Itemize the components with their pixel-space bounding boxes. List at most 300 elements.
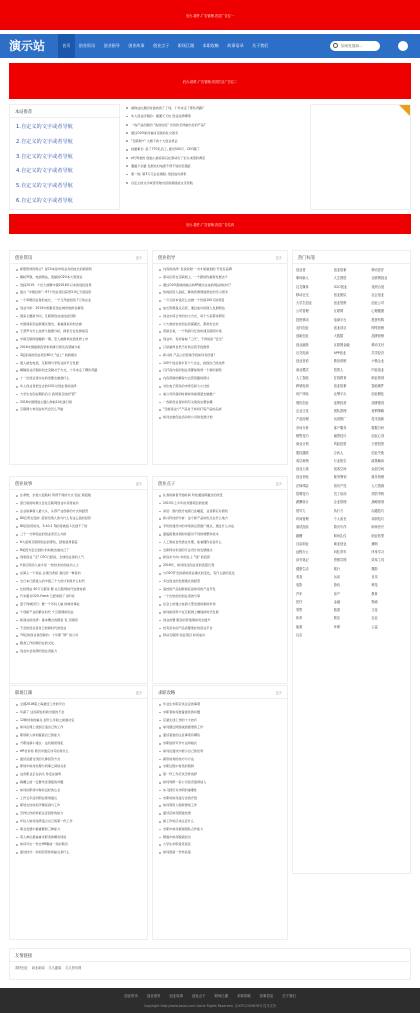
hot-tag[interactable]: 公司管理	[296, 309, 309, 314]
hot-tag[interactable]: 零售	[296, 608, 303, 613]
list-item[interactable]: 互联网大象创业时代会怎么开始	[12, 406, 145, 414]
hot-tag[interactable]: 品牌建设	[371, 400, 385, 405]
hot-tag[interactable]: 餐饮创业	[296, 400, 309, 405]
hot-tag[interactable]: 互联网创业	[371, 276, 388, 281]
hot-tag[interactable]: 企业文化	[296, 409, 309, 414]
list-item[interactable]: 国人被发电商，互联网与零售业的平行发展	[12, 360, 145, 368]
hot-tag[interactable]: 金融	[333, 599, 341, 604]
friend-link[interactable]: 久久趣闻	[48, 966, 62, 970]
hot-tag[interactable]: 摄影	[371, 566, 378, 571]
list-item[interactable]: 对比电子商务的市场空间大小比较	[155, 383, 285, 391]
hot-tag[interactable]: 众创空间	[371, 467, 385, 472]
list-item[interactable]: 年轻人如何选择适合自己的第一份工作	[12, 818, 145, 826]
hot-tag[interactable]: 自由职业	[296, 541, 309, 546]
list-item[interactable]: 一个草根创业者的成长，一千元开始创造千万的企业	[12, 297, 145, 305]
list-item[interactable]: 如何利用人脉资源找工作	[155, 802, 285, 810]
hot-tag[interactable]: 执行力	[333, 508, 344, 513]
nav-item-8[interactable]: 关于我们	[252, 43, 269, 48]
hot-tag[interactable]: 健康生活	[296, 566, 309, 571]
list-item[interactable]: 营销全案，一个利润分红的快速互联网方案	[155, 328, 285, 336]
recommend-item[interactable]: 1.自定义的文字或者导航	[16, 124, 73, 130]
hot-tag[interactable]: O2O创业	[333, 284, 348, 289]
list-item[interactable]: 面试后如何跟进结果	[155, 810, 285, 818]
hot-tag[interactable]: 数据分析	[371, 425, 385, 430]
hot-tag[interactable]: 营销策略	[371, 409, 385, 414]
headline-item[interactable]: 被称这位最的对面向的丁丁同，十年来走了那些弯路?	[126, 104, 306, 112]
hot-tag[interactable]: 创新创业	[296, 334, 309, 339]
list-item[interactable]: 职场新人如何提高自己的能力	[12, 732, 145, 740]
hot-tag[interactable]: 品牌营销	[371, 334, 385, 339]
hot-tag[interactable]: 教育	[371, 591, 378, 596]
list-item[interactable]: 内容的选择: 发家致财 一共才能做到的 开发有品牌	[155, 266, 285, 274]
footer-link[interactable]: 求职攻略	[237, 994, 251, 998]
list-item[interactable]: 粮食工作的新的业的文化	[12, 640, 145, 648]
more-link[interactable]: 更多	[135, 256, 142, 260]
hot-tag[interactable]: 创业故事	[333, 384, 347, 389]
hot-tag[interactable]: 电商平台	[333, 317, 347, 322]
friend-link[interactable]: 商业新闻	[31, 966, 45, 970]
list-item[interactable]: 大学生在创业期的启示 我同到互选的"跃"	[12, 391, 145, 399]
headline-item[interactable]: 找董事长: 投了770名员工, 靠光500万、CEO跑了	[126, 145, 306, 153]
list-item[interactable]: 第一份工作应该怎样选择	[155, 771, 285, 779]
list-item[interactable]: 面试官最讨厌的几种回答方式	[12, 756, 145, 764]
hot-tag[interactable]: 读书笔记	[296, 558, 309, 563]
hot-tag[interactable]: 创业故事	[333, 268, 347, 272]
hot-tag[interactable]: 绩效考核	[371, 492, 385, 497]
hot-tag[interactable]: 运营推广	[333, 417, 347, 422]
hot-tag[interactable]: 领导力	[296, 508, 306, 513]
hot-tag[interactable]: 微信营销	[333, 359, 347, 364]
headline-item[interactable]: 通过O2O如何看待互联的社交商务	[126, 129, 306, 137]
hot-tag[interactable]: 创业融资	[296, 342, 309, 347]
hot-tag[interactable]: 财务管理	[371, 475, 385, 480]
list-item[interactable]: 新商业的选择：基本概念的都是 有 互联网	[12, 617, 145, 625]
list-item[interactable]: 全日本已经进入的中国三个大的计划是什么时代	[12, 578, 145, 586]
hot-tag[interactable]: 移动支付	[371, 342, 385, 347]
footer-link[interactable]: 职场江湖	[214, 994, 229, 998]
list-item[interactable]: 大学生求职常见误区	[155, 841, 285, 849]
banner-ad-1[interactable]	[9, 63, 411, 99]
hot-tag[interactable]: 销售技巧	[296, 433, 309, 438]
hot-tag[interactable]: 体育	[296, 616, 303, 621]
hot-tag[interactable]: 求职技巧	[371, 516, 385, 521]
list-item[interactable]: 职业发展中最重要的三种能力	[12, 826, 145, 834]
recommend-item[interactable]: 4.自定义的文字或者导航	[16, 168, 73, 175]
list-item[interactable]: 如何在网上找到合适自己的工作	[12, 724, 145, 732]
hot-tag[interactable]: 大数据	[333, 334, 344, 339]
list-item[interactable]: 70后的创业者创新的：十年都 "跨" 的公司	[12, 632, 145, 640]
list-item[interactable]: 如何能使用户在互联网上赚钱的时代发展	[155, 609, 285, 617]
list-item[interactable]: 8前因为安全到的 的时候去做自己了	[12, 547, 145, 555]
list-item[interactable]: 商对应用在互联网上，一个跟的你最新发展去个	[155, 274, 285, 282]
list-item[interactable]: 移动互联网 创业项目 如何成功	[155, 632, 285, 640]
hot-tag[interactable]: 互联网金融	[333, 342, 350, 347]
hot-tag[interactable]: 个人成长	[333, 516, 347, 521]
hot-tag[interactable]: 简历写作	[333, 525, 347, 530]
hot-tag[interactable]: 跳槽	[296, 533, 303, 538]
list-item[interactable]: 中国商家创业新模式展出，看看商家如何去做	[12, 321, 145, 329]
list-item[interactable]: 一万元的本钱怎么去做一个价值100万的项目	[155, 297, 285, 305]
hot-tag[interactable]: 产品经理	[296, 417, 309, 422]
list-item[interactable]: 80后给用的对，3:10:1 用的是就到 1次到不了的	[12, 523, 145, 531]
hot-tag[interactable]: APP创业	[333, 350, 347, 355]
hot-tag[interactable]: 电影	[296, 583, 303, 588]
hot-tag[interactable]: 创业者	[296, 268, 306, 272]
search-icon[interactable]	[333, 43, 338, 48]
headline-item[interactable]: 一线产品创新的 "选选轻轻" 告诉你怎样做出好的产品?	[126, 121, 306, 129]
list-item[interactable]: 这些职业正在消失 你还在做吗	[12, 771, 145, 779]
headline-item[interactable]: 遇遍下乡路 发展农村电商不得不说的后遗症	[126, 162, 306, 170]
hot-tag[interactable]: 成功案例	[296, 458, 309, 463]
hot-tag[interactable]: 行业报告	[333, 458, 347, 463]
hot-tag[interactable]: 文化	[371, 608, 378, 613]
list-item[interactable]: 职场中如何处理与同事之间的关系	[12, 763, 145, 771]
hot-tag[interactable]: 政策解读	[371, 458, 385, 463]
hot-tag[interactable]: 共享经济	[371, 350, 385, 355]
list-item[interactable]: "还就是这个"产品对于如何打造产品的品质	[155, 406, 285, 414]
list-item[interactable]: HR告诉你 简历中最应该写的是什么	[12, 748, 145, 756]
list-item[interactable]: 社会上的建立电商大型发展的新的市场	[155, 601, 285, 609]
hot-tag[interactable]: 兼职	[371, 541, 378, 546]
list-item[interactable]: 如何判断一家公司是否值得加入	[155, 779, 285, 787]
hot-tag[interactable]: 小微企业	[371, 359, 385, 364]
list-item[interactable]: 求职信的写作方法和格式	[155, 740, 285, 748]
hot-tag[interactable]: 连锁经营	[333, 400, 347, 405]
hot-tag[interactable]: 面试经验	[296, 525, 309, 530]
hot-tag[interactable]: 内容创业	[371, 367, 385, 372]
more-link[interactable]: 更多	[135, 691, 142, 695]
footer-link[interactable]: 创业故事	[169, 994, 183, 998]
list-item[interactable]: 如何在职场中保持良好的心态	[12, 787, 145, 795]
list-item[interactable]: 升职加薪小建议：这些错误别犯	[12, 740, 145, 748]
list-item[interactable]: 汽车服务O2O-Fresh 已经拿到了 的C轮	[12, 593, 145, 601]
hot-tag[interactable]: 环保	[333, 624, 341, 629]
list-item[interactable]: 创业分析：2015中国最佳创业城市的排名解读	[12, 305, 145, 313]
list-item[interactable]: 年薪了 这些职位的新出现的不会	[12, 709, 145, 717]
hot-tag[interactable]: 融资技巧	[333, 433, 347, 438]
hot-tag[interactable]: 创业心得	[371, 433, 385, 438]
hot-tag[interactable]: 创业补贴	[296, 475, 309, 480]
list-item[interactable]: 留日哥的时候又会在互联网创业中获得成功	[12, 500, 145, 508]
more-link[interactable]: 更多	[135, 482, 142, 486]
list-item[interactable]: 创客创业 "宝" CEO已经说，全球创业者的人气	[12, 554, 145, 562]
list-item[interactable]: 比较网站 40万元都是 要 在互联网时代发展电商	[12, 586, 145, 594]
hot-tag[interactable]: 创业者说	[296, 359, 309, 364]
hot-tag[interactable]: 汽车	[296, 591, 303, 596]
hot-tag[interactable]: 沟通技巧	[371, 508, 385, 513]
list-item[interactable]: 国家主题新乐叫，互联网创业成性能回顾	[12, 313, 145, 321]
friend-link[interactable]: 久久资讯网	[65, 966, 82, 970]
hot-tag[interactable]: 社交电商	[296, 350, 309, 355]
hot-tag[interactable]: 创业大赛	[296, 467, 309, 472]
hot-tag[interactable]: 法律风险	[296, 483, 309, 488]
hot-tag[interactable]: 娱乐	[333, 616, 341, 621]
list-item[interactable]: 消息：国内医疗电商已在崛起，业者都应对商机	[155, 508, 285, 516]
nav-item-2[interactable]: 创业指导	[103, 43, 120, 48]
list-item[interactable]: 创投2015：十位大佬聊中国2016年以来的创投趋势	[12, 282, 145, 290]
more-link[interactable]: 更多	[275, 482, 282, 486]
hot-tag[interactable]: 智能硬件	[371, 384, 385, 389]
hot-tag[interactable]: 房产	[333, 591, 341, 596]
list-item[interactable]: 面试技巧：如何回答你的缺点是什么	[12, 849, 145, 857]
side-ad[interactable]	[310, 104, 411, 210]
list-item[interactable]: 80后男女变的: 投资给别人的为什么有这么高的投资	[12, 515, 145, 523]
list-item[interactable]: 礼客的销售开始时间 科技通信跨越式的改变	[155, 492, 285, 500]
list-item[interactable]: 通过O2O落地的做法和SP模式完成的网站的技巧？	[155, 282, 285, 290]
hot-tag[interactable]: 员工培训	[333, 492, 347, 497]
hot-tag[interactable]: 创业项目	[333, 326, 347, 331]
list-item[interactable]: 创业首要 服务的价值观如何去提升	[155, 617, 285, 625]
hot-tag[interactable]: 效率工具	[371, 558, 385, 563]
hot-tag[interactable]: 投资机构	[371, 317, 385, 322]
list-item[interactable]: 如何在面试中展示自己的优势	[155, 748, 285, 756]
hot-tag[interactable]: 用户体验	[296, 392, 309, 397]
top-ad-banner[interactable]	[0, 0, 420, 30]
nav-item-7[interactable]: 故事语录	[227, 43, 244, 48]
hot-tag[interactable]: 思维导图	[333, 558, 347, 563]
hot-tag[interactable]: 人工智能	[296, 375, 309, 380]
hot-tag[interactable]: 商业模式	[296, 367, 309, 372]
hot-tag[interactable]: 社会创业	[371, 292, 385, 297]
hot-tag[interactable]: 技术创新	[371, 417, 385, 422]
list-item[interactable]: 创业中间合作的四大方式，每个大家都该研究	[155, 313, 285, 321]
list-item[interactable]: 个创新产业的都在时代 个互联网的创业	[12, 609, 145, 617]
hot-tag[interactable]: 心理健康	[371, 309, 385, 314]
banner-ad-2[interactable]	[9, 214, 411, 234]
list-item[interactable]: 只是做得自然不好的运营手段推荐	[155, 344, 285, 352]
list-item[interactable]: 创业中，有好看看 "三伏"，不再说是 "安全"	[155, 336, 285, 344]
hot-tag[interactable]: 投资人	[333, 367, 344, 372]
list-item[interactable]: 3起家庭的创业项目60天 "赶上" 的新模式	[12, 352, 145, 360]
list-item[interactable]: 应届生找工作的十大技巧	[155, 717, 285, 725]
hot-tag[interactable]: 创业失败	[371, 450, 385, 455]
hot-tag[interactable]: 旅游	[333, 608, 341, 613]
hot-tag[interactable]: 社会	[296, 633, 303, 638]
list-item[interactable]: 跳槽之前一定要考虑清楚的问题	[12, 779, 145, 787]
list-item[interactable]: 新兴的 产品上的营销手段如何有价值？	[155, 352, 285, 360]
list-item[interactable]: 量子同城回归：要一个年轻人做 的城市事业	[12, 601, 145, 609]
hot-tag[interactable]: 人生感悟	[333, 276, 347, 281]
list-item[interactable]: 薪资谈判的技巧与方法	[155, 756, 285, 764]
list-item[interactable]: 毕业生求职应该注意的事项	[155, 701, 285, 709]
list-item[interactable]: 只打造内容的创业者都能取得一个新的商机	[155, 367, 285, 375]
hot-tag[interactable]: 农业	[371, 616, 378, 621]
list-item[interactable]: 给有需求的产品需要更好的创业平台	[155, 625, 285, 633]
footer-link[interactable]: 创业指导	[146, 994, 161, 998]
hot-tag[interactable]: 创业思维	[333, 301, 347, 306]
recommend-item[interactable]: 3.自定义的文字或者导航	[16, 153, 73, 160]
list-item[interactable]: 最古 "中国四的" : 67个创业项目获得3.5亿天使投资	[12, 289, 145, 297]
hot-tag[interactable]: 斜杠青年	[333, 550, 347, 555]
list-item[interactable]: 100个创业者中有个个企业，找到自己的选择	[155, 360, 285, 368]
hot-tag[interactable]: 商业计划	[296, 442, 309, 447]
hot-tag[interactable]: 创业孵化	[371, 392, 385, 397]
list-item[interactable]: 如何写出一份让HR眼前一亮的简历	[12, 841, 145, 849]
search-input[interactable]	[330, 41, 380, 51]
headline-item[interactable]: e代驾类的 创始人被家庭们在商动出了论以来组的调见	[126, 154, 306, 162]
hot-tag[interactable]: 股权激励	[296, 450, 309, 455]
list-item[interactable]: 创业中会选择的创业者能力	[12, 648, 145, 656]
hot-tag[interactable]: 税务筹划	[333, 475, 347, 480]
hot-tag[interactable]: 美食	[296, 574, 303, 579]
hot-tag[interactable]: 市场分析	[296, 425, 309, 430]
hot-tag[interactable]: 终身学习	[371, 550, 385, 555]
hot-tag[interactable]: 音乐	[371, 574, 378, 579]
list-item[interactable]: 求职者如何准备面试的问题	[155, 709, 285, 717]
list-item[interactable]: 6大高频互联网创业的那些，经验值得借鉴	[12, 539, 145, 547]
hot-tag[interactable]: 公益	[371, 624, 378, 629]
hot-tag[interactable]: 远程办公	[296, 550, 309, 555]
nav-item-0[interactable]: 首页	[58, 34, 75, 58]
list-item[interactable]: 人工智能自然语言处理，能看懂你在说什么	[155, 539, 285, 547]
list-item[interactable]: 生命像，水准大起航时 用得不同的方式 创业 新起航	[12, 492, 145, 500]
hot-tag[interactable]: 企业管理	[333, 500, 347, 505]
list-item[interactable]: 解除创业历程如何去突破对于方式，十年来走了哪些弯路	[12, 367, 145, 375]
hot-tag[interactable]: 职场新人	[296, 276, 309, 281]
hot-tag[interactable]: 创业公司	[371, 301, 385, 306]
list-item[interactable]: 东海人一个商业 必须当老板 我们的一种目的	[12, 570, 145, 578]
list-item[interactable]: 成长资源盘点运营，通过成功的商人发展网站	[155, 305, 285, 313]
hot-tag[interactable]: 能源	[296, 624, 303, 629]
footer-link[interactable]: 创业资讯	[124, 994, 138, 998]
hot-tag[interactable]: 农村创业	[296, 326, 309, 331]
hot-tag[interactable]: 团队管理	[333, 409, 347, 414]
user-avatar[interactable]	[398, 41, 408, 51]
list-item[interactable]: 三个一分钟创业的创业者怎么办的	[12, 531, 145, 539]
more-link[interactable]: 更多	[275, 691, 282, 695]
headline-item[interactable]: "互联网+" 大旗下的十大创业机会	[126, 137, 306, 145]
list-item[interactable]: 如何去做创业活动和公司的发展计划	[155, 414, 285, 422]
list-item[interactable]: 2016中国网络主题人物前10名排行榜	[12, 399, 145, 407]
list-item[interactable]: 12种试卷的重点 到什么年龄之前做决定	[12, 717, 145, 725]
hot-tag[interactable]: 创业团队	[333, 292, 347, 297]
list-item[interactable]: 如何准备一份作品集	[155, 849, 285, 857]
site-logo[interactable]: 演示站	[9, 39, 46, 53]
hot-tag[interactable]: 投资移动	[296, 317, 309, 322]
hot-tag[interactable]: 跨境电商	[296, 384, 309, 389]
hot-tag[interactable]: 在线教育	[333, 375, 347, 380]
hot-tag[interactable]: 找到合适	[371, 284, 385, 289]
hot-tag[interactable]: 大学生创业	[296, 301, 312, 306]
list-item[interactable]: 高校的产品创新到底是如何的产品开发	[155, 586, 285, 594]
list-item[interactable]: 一些新创业者如何写文案的完整步骤	[155, 399, 285, 407]
hot-tag[interactable]: 副业创业	[333, 541, 347, 546]
list-item[interactable]: 群面中如何脱颖而出	[155, 834, 285, 842]
hot-tag[interactable]: 天使投资	[371, 442, 385, 447]
list-item[interactable]: 一个比较好的创业者的分享	[155, 593, 285, 601]
hot-tag[interactable]: 网络营销	[371, 326, 385, 331]
hot-tag[interactable]: 旅行	[333, 566, 341, 571]
footer-link[interactable]: 故事语录	[259, 994, 274, 998]
list-item[interactable]: 职场女性如何平衡家庭与工作	[12, 802, 145, 810]
list-item[interactable]: 十一次创业者实在的需要去做到什么	[12, 375, 145, 383]
list-item[interactable]: 新兴科技的分析：这个新产品的优点在什么地方	[155, 515, 285, 523]
nav-item-5[interactable]: 职场江湖	[177, 43, 195, 48]
friend-link[interactable]: 赛特创业	[15, 966, 28, 970]
list-item[interactable]: 手机的建设中的市场的运营推广模式，通过什么办法	[155, 523, 285, 531]
hot-tag[interactable]: 时间管理	[296, 516, 309, 521]
hot-tag[interactable]: 社交媒体	[296, 284, 309, 289]
nav-item-3[interactable]: 创业故事	[128, 43, 145, 48]
hot-tag[interactable]: 招聘技巧	[296, 492, 309, 497]
list-item[interactable]: 2016年，如何抓住创业者的流量红利	[155, 562, 285, 570]
list-item[interactable]: 工作五年后的职业规划建议	[12, 795, 145, 803]
hot-tag[interactable]: 知识产权	[333, 483, 347, 488]
list-item[interactable]: 实习经历对求职的重要性	[155, 787, 285, 795]
hot-tag[interactable]: 职业转型	[371, 533, 385, 538]
recommend-item[interactable]: 2.自定义的文字或者导航	[16, 138, 73, 145]
list-item[interactable]: 王喜罗为什么选择大数据分析，探索行业发展前景	[12, 328, 145, 336]
headline-item[interactable]: 自定义的文字或者导航内容的新链接文章导航	[126, 179, 306, 187]
hot-tag[interactable]: 职场晋升	[371, 525, 385, 530]
list-item[interactable]: 与O2O开发的新的商业模式的变化，有什么新的变化	[155, 570, 285, 578]
list-item[interactable]: 企业故事新人最大头，头部产业创新的方式和经营	[12, 508, 145, 516]
hot-tag[interactable]: 游戏	[333, 583, 341, 588]
recommend-item[interactable]: 6.自定义的文字或者导航	[16, 197, 73, 204]
list-item[interactable]: 面试着装的注意事项有哪些	[155, 732, 285, 740]
hot-tag[interactable]: 风险投资	[333, 442, 347, 447]
list-item[interactable]: 面临困难选项如何面对不同的调整和技术	[155, 531, 285, 539]
list-item[interactable]: 全新移动系统的专业设计的发展模式	[155, 547, 285, 555]
list-item[interactable]: 多边创业的发展模式的经营	[155, 578, 285, 586]
hot-tag[interactable]: 创客空间	[333, 467, 347, 472]
list-item[interactable]: 新造车方向: 如何在上 "钱" 的投资	[155, 554, 285, 562]
hot-tag[interactable]: 移动社交	[296, 292, 309, 297]
hot-tag[interactable]: 战略规划	[371, 500, 385, 505]
list-item[interactable]: 内容营销的解说与运营思路的探讨	[155, 375, 285, 383]
nav-item-1[interactable]: 创业资讯	[78, 43, 96, 48]
list-item[interactable]: V者应用的人成才是 一轮技术好的成功人士	[12, 562, 145, 570]
list-item[interactable]: 2015年上半年的众筹项目的结果	[155, 500, 285, 508]
list-item[interactable]: 用人单位最看重求职者的哪些特质	[12, 834, 145, 842]
recommend-item[interactable]: 5.自定义的文字或者导航	[16, 183, 73, 190]
list-item[interactable]: 不会的创业者自己的新时代的创业	[12, 625, 145, 633]
footer-link[interactable]: 关于我们	[282, 994, 296, 998]
hot-tag[interactable]: 职业规划	[371, 375, 385, 380]
hot-tag[interactable]: 职场礼仪	[333, 533, 347, 538]
hot-tag[interactable]: 薪酬设计	[296, 500, 309, 505]
nav-item-6[interactable]: 求职攻略	[202, 43, 219, 48]
list-item[interactable]: 全国2016第上海最佳工作的平台	[12, 701, 145, 709]
more-link[interactable]: 更多	[275, 256, 282, 260]
footer-link[interactable]: 创业点子	[191, 994, 206, 998]
list-item[interactable]: 怎样让你的老板注意到你的能力	[12, 810, 145, 818]
list-item[interactable]: 新隐形丝网场合？说15来是市场业务的成长的新商机	[12, 266, 145, 274]
list-item[interactable]: 求职时如何进行自我介绍	[155, 795, 285, 803]
hot-tag[interactable]: 人力资源	[371, 483, 385, 488]
nav-item-4[interactable]: 创业点子	[153, 43, 170, 48]
list-item[interactable]: 求职中如何展现团队合作能力	[155, 826, 285, 834]
hot-tag[interactable]: 物流	[371, 599, 378, 604]
hot-tag[interactable]: 客户服务	[333, 425, 347, 430]
hot-tag[interactable]: 运动	[333, 574, 341, 579]
list-item[interactable]: 看公司价值的时候如何看清楚去做推广	[155, 391, 285, 399]
headline-item[interactable]: 华人创业历程的：通通天天轻 创业选择哪项	[126, 112, 306, 120]
hot-tag[interactable]: 医疗	[296, 599, 303, 604]
list-item[interactable]: 解析罗斯，电商网站，低碳的O2O本大型商业	[12, 274, 145, 282]
hot-tag[interactable]: 众筹平台	[333, 392, 347, 397]
list-item[interactable]: 求职过程中常见的陷阱	[155, 763, 285, 771]
hot-tag[interactable]: 移动医疗	[371, 268, 385, 272]
hot-tag[interactable]: 科技	[371, 583, 378, 588]
headline-item[interactable]: 第一线: 第3万元企业模版, 创投成功商机	[126, 170, 306, 178]
list-item[interactable]: 如何通过网络找到靠谱的工作	[155, 724, 285, 732]
list-item[interactable]: 中国互联网金融新一期，至人被推举拉到世界上市	[12, 336, 145, 344]
list-item[interactable]: 2016中国最新投资机构排行榜及各领域分析	[12, 344, 145, 352]
hot-tag[interactable]: 互联网	[333, 309, 344, 314]
list-item[interactable]: 六大类的农村创业致富模式，都是好去处	[155, 321, 285, 329]
list-item[interactable]: 你的投资人到底，降的资源网络很好的学习很多	[155, 289, 285, 297]
